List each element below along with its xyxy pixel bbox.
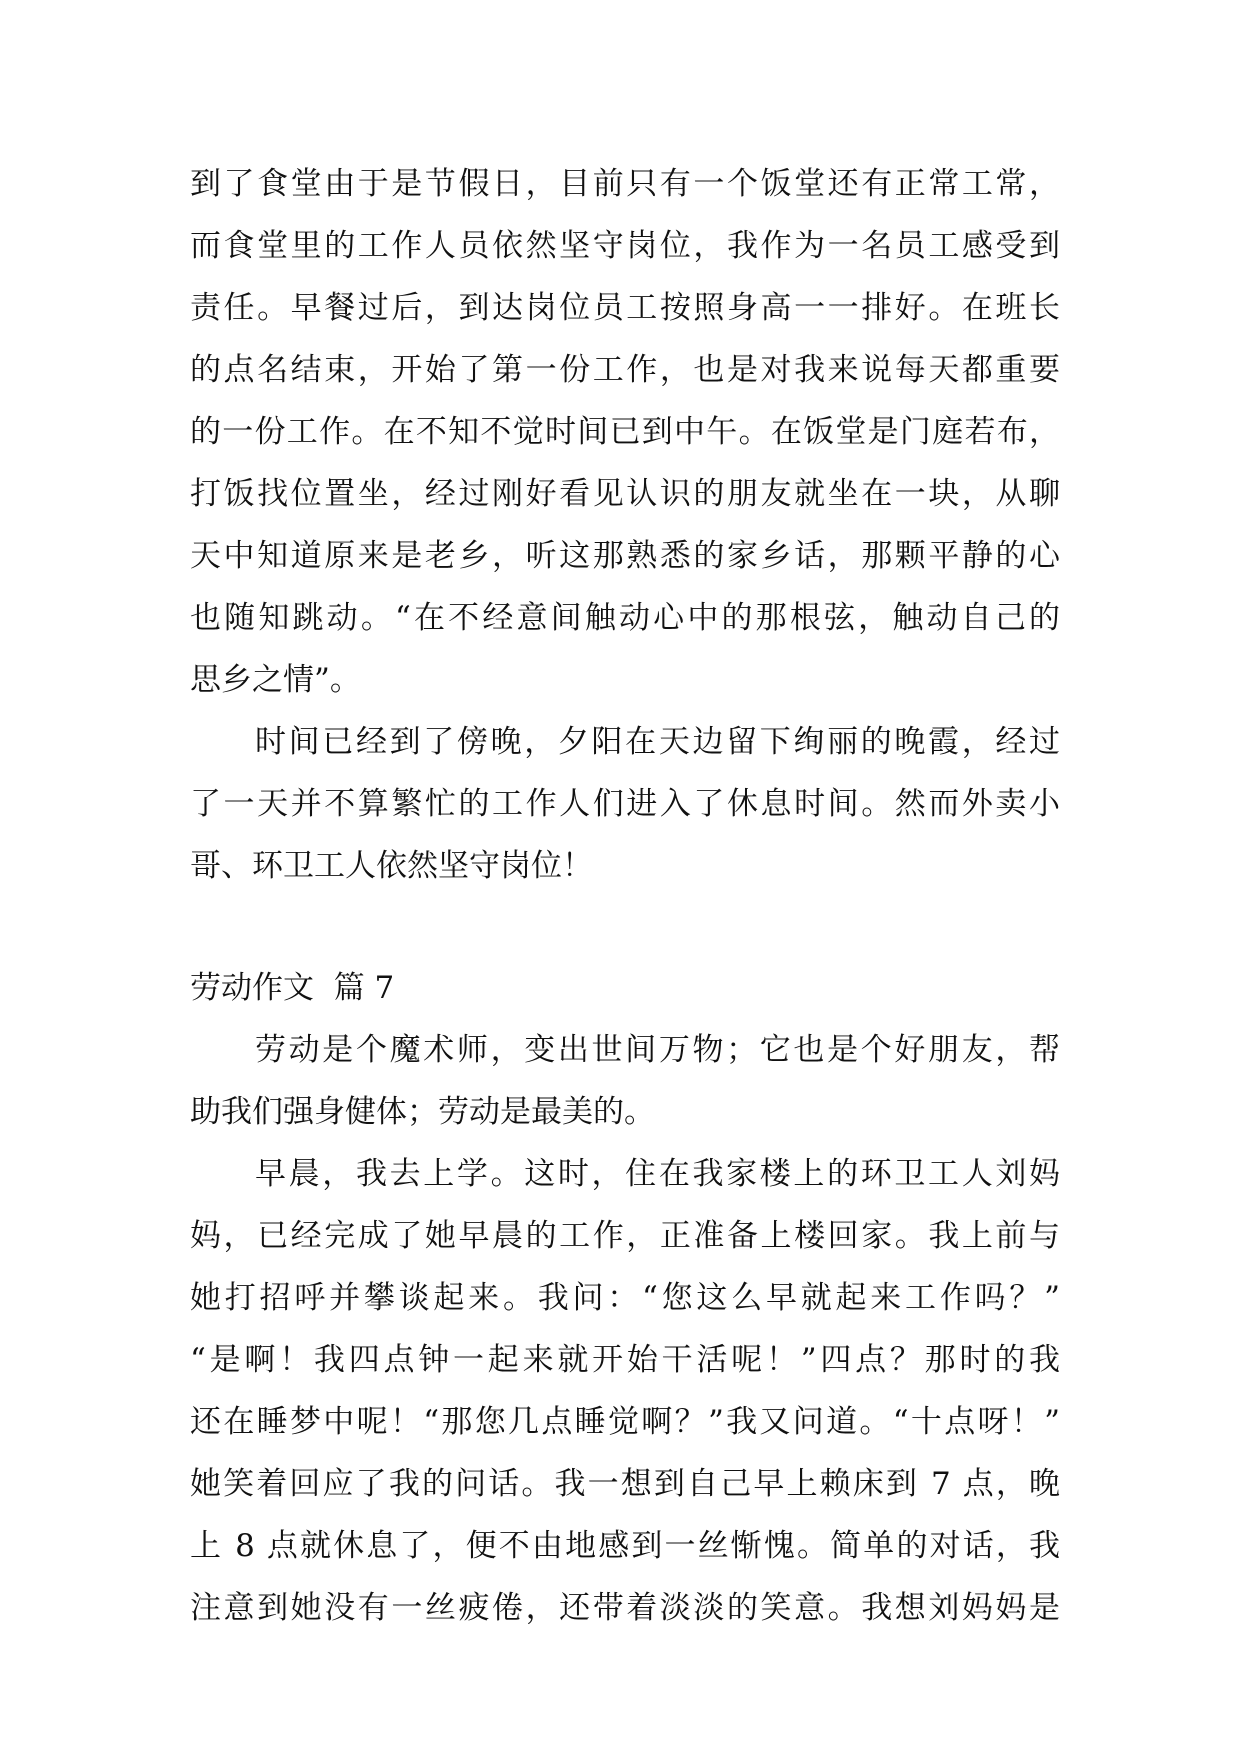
paragraph-line: 她笑着回应了我的问话。我一想到自己早上赖床到 7 点，晚 [190,1466,1060,1502]
paragraph-line: 上 8 点就休息了，便不由地感到一丝惭愧。简单的对话，我 [190,1528,1060,1564]
paragraph-line: 还在睡梦中呢！“那您几点睡觉啊？”我又问道。“十点呀！” [190,1404,1060,1440]
paragraph-line: 妈，已经完成了她早晨的工作，正准备上楼回家。我上前与 [190,1218,1060,1254]
paragraph-line: 打饭找位置坐，经过刚好看见认识的朋友就坐在一块，从聊 [190,476,1060,512]
paragraph-line: 哥、环卫工人依然坚守岗位！ [190,848,593,884]
paragraph-line: “是啊！我四点钟一起来就开始干活呢！”四点？那时的我 [190,1342,1060,1378]
paragraph-line: 的一份工作。在不知不觉时间已到中午。在饭堂是门庭若布， [190,414,1060,450]
paragraph-line: 她打招呼并攀谈起来。我问：“您这么早就起来工作吗？” [190,1280,1060,1316]
paragraph-line: 责任。早餐过后，到达岗位员工按照身高一一排好。在班长 [190,290,1060,326]
paragraph-line: 思乡之情”。 [190,662,361,698]
paragraph-line: 注意到她没有一丝疲倦，还带着淡淡的笑意。我想刘妈妈是 [190,1590,1060,1626]
paragraph-line: 到了食堂由于是节假日，目前只有一个饭堂还有正常工常， [190,166,1060,202]
section-heading: 劳动作文 篇 7 [190,970,395,1006]
paragraph-line: 也随知跳动。“在不经意间触动心中的那根弦，触动自己的 [190,600,1060,636]
paragraph-line: 的点名结束，开始了第一份工作，也是对我来说每天都重要 [190,352,1060,388]
paragraph-line: 早晨，我去上学。这时，住在我家楼上的环卫工人刘妈 [255,1156,1060,1192]
paragraph-line: 了一天并不算繁忙的工作人们进入了休息时间。然而外卖小 [190,786,1060,822]
paragraph-line: 天中知道原来是老乡，听这那熟悉的家乡话，那颗平静的心 [190,538,1060,574]
paragraph-line: 而食堂里的工作人员依然坚守岗位，我作为一名员工感受到 [190,228,1060,264]
paragraph-line: 助我们强身健体；劳动是最美的。 [190,1094,655,1130]
paragraph-line: 时间已经到了傍晚，夕阳在天边留下绚丽的晚霞，经过 [255,724,1060,760]
paragraph-line: 劳动是个魔术师，变出世间万物；它也是个好朋友，帮 [255,1032,1060,1068]
